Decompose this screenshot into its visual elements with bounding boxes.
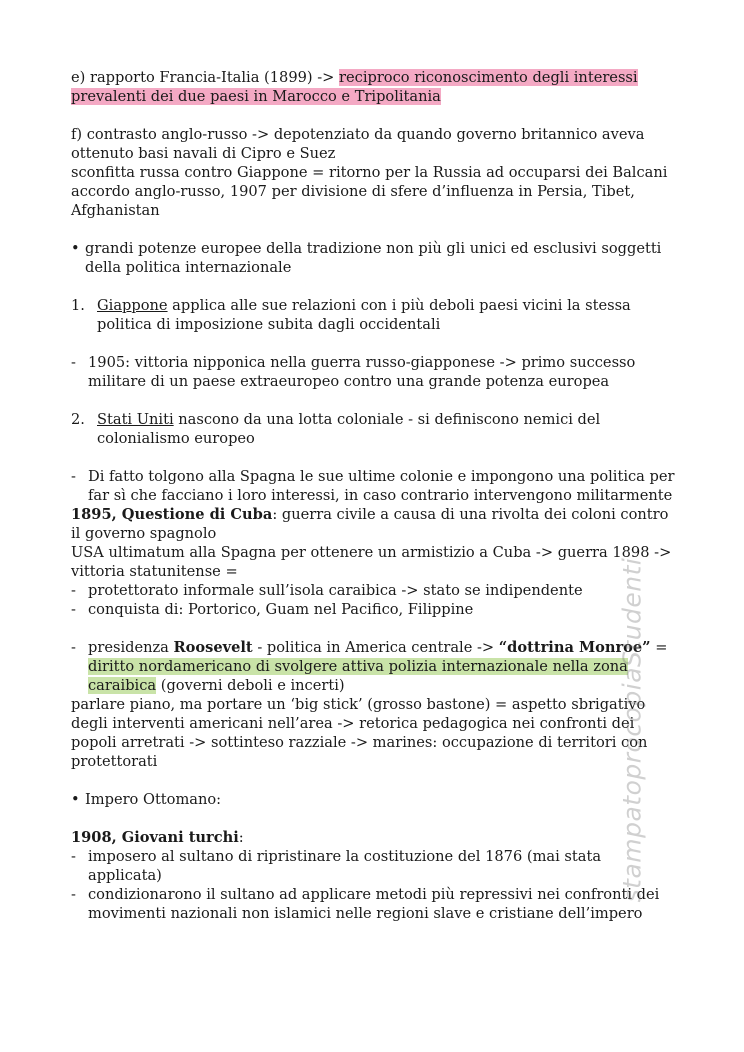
number-marker: 2.	[71, 411, 85, 428]
paragraph-young-turks	[71, 828, 676, 847]
dash-item-conquest	[71, 600, 676, 619]
paragraph-f-3: accordo anglo-russo, 1907 per divisione di sfere d’influenza in Persia, Tibet, Afghanistan	[71, 183, 635, 219]
dash-item-constitution	[71, 847, 676, 885]
number-marker: 1.	[71, 297, 85, 314]
numbered-item-japan	[71, 296, 676, 334]
dash-text: imposero al sultano di ripristinare la costituzione del 1876 (mai stata applicata)	[88, 848, 602, 884]
bullet-marker: •	[71, 240, 80, 257]
paragraph-f-1: f) contrasto anglo-russo -> depotenziato da quando governo britannico aveva ottenuto basi navali di Cipro e Suez	[71, 126, 645, 162]
bold-term-monroe: “dottrina Monroe”	[498, 639, 651, 656]
text-e-prefix: e) rapporto Francia-Italia (1899) ->	[71, 69, 340, 86]
dash-item-spain	[71, 467, 676, 505]
dash-marker: -	[71, 354, 76, 371]
dash-text: Di fatto tolgono alla Spagna le sue ultime colonie e impongono una politica per far sì che facciano i loro interessi, in caso contrario intervengono militarmente	[88, 468, 675, 504]
bullet-text: grandi potenze europee della tradizione non più gli unici ed esclusivi soggetti della politica internazionale	[85, 240, 662, 276]
document-body	[71, 68, 676, 923]
watermark-text: stampatoprocopiaStudenti	[617, 557, 647, 903]
dash-text: 1905: vittoria nipponica nella guerra russo-giapponese -> primo successo militare di un paese extraeuropeo contro una grande potenza europea	[88, 354, 636, 390]
paragraph-f-2: sconfitta russa contro Giappone = ritorno per la Russia ad occuparsi dei Balcani	[71, 164, 668, 181]
dash-marker: -	[71, 848, 76, 865]
text-segment: =	[650, 639, 668, 656]
dash-marker: -	[71, 582, 76, 599]
paragraph-big-stick: parlare piano, ma portare un ‘big stick’ (grosso bastone) = aspetto sbrigativo degli interventi americani nell’area -> retorica pedagogica nei confronti dei popoli arretrati -> sottinteso razziale -> marines: occupazione di territori con protettorati	[71, 696, 648, 770]
dash-text: protettorato informale sull’isola caraibica -> stato se indipendente	[88, 582, 583, 599]
underlined-term: Giappone	[97, 297, 168, 314]
text-segment: presidenza	[88, 639, 174, 656]
bold-heading: 1895, Questione di Cuba	[71, 506, 273, 523]
paragraph-e	[71, 68, 676, 106]
highlight-pink: reciproco riconoscimento degli interessi prevalenti dei due paesi in Marocco e Tripolitania	[71, 69, 638, 105]
paragraph-usa-ultimatum: USA ultimatum alla Spagna per ottenere un armistizio a Cuba -> guerra 1898 -> vittoria statunitense =	[71, 544, 672, 580]
paragraph-cuba-rest: : guerra civile a causa di una rivolta dei coloni contro il governo spagnolo	[71, 506, 669, 542]
bold-heading: 1908, Giovani turchi	[71, 829, 239, 846]
numbered-item-usa	[71, 410, 676, 448]
dash-marker: -	[71, 468, 76, 485]
highlight-green: diritto nordamericano di svolgere attiva polizia internazionale nella zona caraibica	[88, 658, 628, 694]
bullet-text: Impero Ottomano:	[85, 791, 222, 808]
numbered-text	[97, 296, 676, 334]
dash-marker: -	[71, 601, 76, 618]
text-segment: (governi deboli e incerti)	[156, 677, 345, 694]
dash-item-1905	[71, 353, 676, 391]
dash-text	[88, 638, 676, 695]
numbered-text	[97, 410, 676, 448]
bullet-item-great-powers	[71, 239, 676, 277]
dash-item-protectorate	[71, 581, 676, 600]
text-segment: - politica in America centrale ->	[252, 639, 499, 656]
paragraph-cuba	[71, 505, 676, 543]
dash-marker: -	[71, 639, 76, 656]
dash-text: conquista di: Portorico, Guam nel Pacifico, Filippine	[88, 601, 474, 618]
dash-item-roosevelt	[71, 638, 676, 695]
bold-term-roosevelt: Roosevelt	[173, 639, 253, 656]
dash-text: condizionarono il sultano ad applicare metodi più repressivi nei confronti dei movimenti nazionali non islamici nelle regioni slave e cristiane dell’impero	[88, 886, 660, 922]
dash-marker: -	[71, 886, 76, 903]
paragraph-young-turks-rest: :	[238, 829, 244, 846]
underlined-term: Stati Uniti	[97, 411, 174, 428]
bullet-item-ottoman	[71, 790, 676, 809]
numbered-text-rest: nascono da una lotta coloniale - si definiscono nemici del colonialismo europeo	[97, 411, 601, 447]
numbered-text-rest: applica alle sue relazioni con i più deboli paesi vicini la stessa politica di imposizione subita dagli occidentali	[97, 297, 631, 333]
bullet-marker: •	[71, 791, 80, 808]
dash-item-repression	[71, 885, 676, 923]
